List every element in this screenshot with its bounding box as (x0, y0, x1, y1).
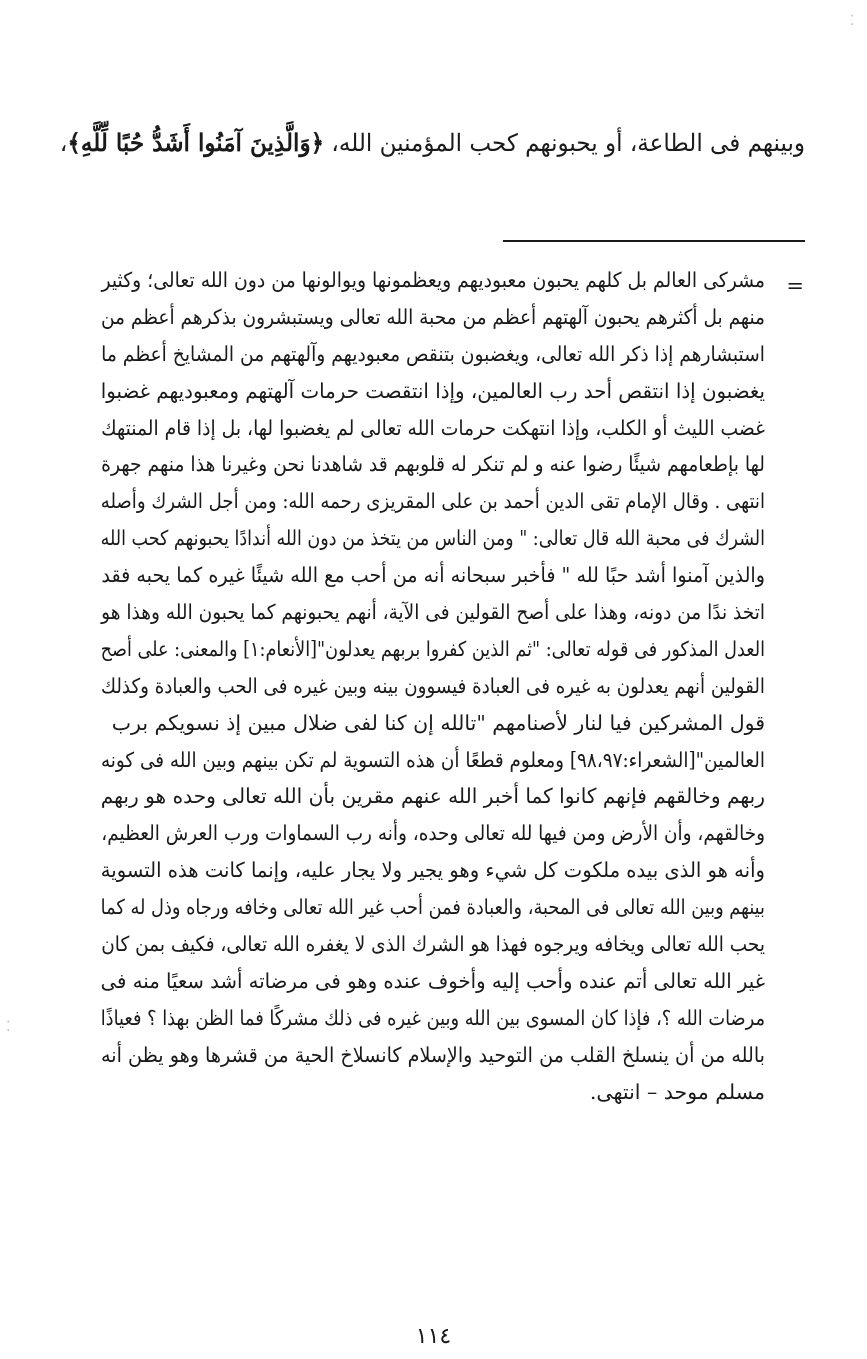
footnote-line: الشرك فى محبة الله قال تعالى: " ومن الناس من يتخذ من دون الله أندادًا يحبونهم كحب الله (100, 526, 765, 551)
footnote-line: مسلم موحد – انتهى. (589, 1079, 765, 1104)
main-text-line (59, 118, 805, 168)
footnote-continuation-marker: = (786, 274, 804, 298)
footnote-line: قول المشركين فيا لنار لأصنامهم "تالله إن كنا لفى ضلال مبين إذ نسويكم برب (111, 710, 765, 735)
quran-verse: ﴿وَالَّذِينَ آمَنُوا أَشَدُّ حُبًا لِّلَّهِ﴾ (67, 128, 325, 157)
footnote-line: استبشارهم إذا ذكر الله تعالى، ويغضبون بتنقص معبوديهم وآلهتهم من المشايخ أعظم ما (101, 341, 766, 366)
footnote-line: مرضات الله ؟، فإذا كان المسوى بين الله وبين غيره فى ذلك مشركًا فما الظن بهذا ؟ فعياذًا (100, 1005, 765, 1030)
footnote-line: يغضبون إذا انتقص أحد رب العالمين، وإذا انتقصت حرمات آلهتهم ومعبوديهم غضبوا (100, 378, 765, 403)
footnote-line: انتهى . وقال الإمام تقى الدين أحمد بن على المقريزى رحمه الله: ومن أجل الشرك وأصله (100, 489, 765, 514)
footnote-line: لها بإطعامهم شيئًا رضوا عنه و لم تنكر له قلوبهم قد شاهدنا نحن وغيرنا هذا منهم جهرة (101, 452, 765, 477)
footnote-block (101, 262, 765, 1110)
footnote-line: غير الله تعالى أتم عنده وأحب إليه وأخوف عنده وهو فى مرضاته أشد سعيًا منه فى (100, 968, 766, 993)
page-number: ١١٤ (415, 1324, 452, 1349)
margin-speck: ⁚ (6, 1019, 11, 1035)
footnote-line: العالمين"[الشعراء:٩٨،٩٧] ومعلوم قطعًا أن هذه التسوية لم تكن بينهم وبين الله فى كونه (100, 747, 765, 772)
footnote-line: ربهم وخالقهم فإنهم كانوا كما أخبر الله عنهم مقرين بأن الله تعالى وحده هو ربهم (100, 784, 766, 809)
footnote-line: وخالقهم، وأن الأرض ومن فيها لله تعالى وحده، وأنه رب السماوات ورب العرش العظيم، (101, 821, 766, 846)
footnote-line: بالله من أن ينسلخ القلب من التوحيد والإسلام كانسلاخ الحية من قشرها وهو يظن أنه (101, 1042, 766, 1067)
footnote-line: العدل المذكور فى قوله تعالى: "ثم الذين كفروا بربهم يعدلون"[الأنعام:١] والمعنى: على أصح (100, 636, 765, 661)
footnote-line: يحب الله تعالى ويخافه ويرجوه فهذا هو الشرك الذى لا يغفره الله تعالى، فكيف بمن كان (101, 932, 766, 957)
main-suffix: ، (59, 129, 68, 157)
footnote-line: القولين أنهم يعدلون به غيره فى العبادة فيسوون بينه وبين غيره فى الحب والعبادة وكذلك (100, 673, 765, 698)
footnote-line: بينهم وبين الله تعالى فى المحبة، والعبادة فمن أحب غير الله تعالى وخافه ورجاه وذل له كما (100, 895, 766, 920)
footnote-separator (503, 240, 805, 242)
footnote-line: والذين آمنوا أشد حبًا لله " فأخبر سبحانه أنه من أحب مع الله شيئًا غيره كما يحبه فقد (101, 563, 766, 588)
margin-speck: ⁚ (850, 13, 855, 29)
footnote-line: غضب الليث أو الكلب، وإذا انتهكت حرمات الله تعالى لم يغضبوا لها، بل إذا قام المنتهك (101, 415, 765, 440)
footnote-line: وأنه هو الذى بيده ملكوت كل شيء وهو يجير ولا يجار عليه، وإنما كانت هذه التسوية (100, 858, 765, 883)
footnote-line: منهم بل أكثرهم يحبون آلهتهم أعظم من محبة الله تعالى ويستبشرون بذكرهم أعظم من (100, 304, 765, 329)
footnote-line: اتخذ ندًا من دونه، وهذا على أصح القولين فى الآية، أنهم يحبونهم كما يحبون الله وهذا هو (101, 600, 765, 625)
main-text: وبينهم فى الطاعة، أو يحبونهم كحب المؤمنين الله، (331, 129, 805, 157)
footnote-line: مشركى العالم بل كلهم يحبون معبوديهم ويعظمونها ويوالونها من دون الله تعالى؛ وكثير (101, 268, 766, 292)
